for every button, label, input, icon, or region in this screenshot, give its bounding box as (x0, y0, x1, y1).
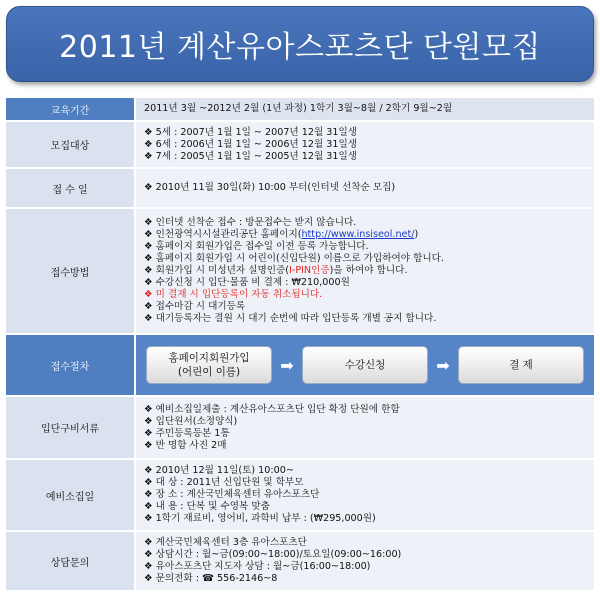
ipin-highlight: I-PIN인증 (289, 265, 330, 276)
text: ) (414, 229, 419, 240)
info-table (6, 96, 594, 592)
period-text: 2011년 3월 ~2012년 2월 (1년 과정) 1학기 3월~8월 / 2학기 9월~2월 (144, 103, 453, 114)
row-label: 모집대상 (6, 122, 136, 167)
row-value (136, 209, 594, 333)
row-value (136, 122, 594, 167)
row-value (136, 532, 594, 590)
list-item: ❖ 2010년 12월 11일(토) 10:00~ (144, 465, 294, 476)
text: ❖ 회원가입 시 미성년자 실명인증( (144, 265, 290, 276)
list-item: ❖ 대기등록자는 결원 시 대기 순번에 따라 입단등록 개별 공지 합니다. (144, 313, 437, 324)
list-item: ❖ 접수마감 시 대기등록 (144, 301, 246, 312)
step-payment (458, 346, 584, 384)
list-item: ❖ 홈페이지 회원가입 시 어린이(신입단원) 이름으로 가입하여야 합니다. (144, 253, 444, 264)
list-item: ❖ 입단원서(소정양식) (144, 415, 238, 427)
row-label: 교육기간 (6, 98, 136, 120)
homepage-link[interactable]: http://www.insiseol.net/ (301, 229, 415, 240)
row-value (136, 98, 594, 120)
list-item: ❖ 문의전화 : ☎ 556-2146~8 (144, 573, 278, 584)
arrow-right-icon: ➡ (280, 355, 294, 375)
step-label: 홈페이지회원가입 (168, 352, 250, 364)
row-procedure (6, 335, 594, 397)
list-item: ❖ 예비소집일제출 : 계산유아스포츠단 입단 확정 단원에 한함 (144, 403, 400, 415)
text: )을 하여야 합니다. (329, 265, 408, 276)
procedure-steps (136, 335, 594, 395)
row-value (136, 397, 594, 458)
list-item: ❖ 1학기 재료비, 영어비, 과학비 납부 : (₩295,000원) (144, 513, 376, 524)
title-banner (6, 6, 594, 82)
row-reception-date (6, 169, 594, 209)
list-item: ❖ 수강신청 시 입단·물품 비 결제 : ₩210,000원 (144, 277, 350, 288)
step-enroll (302, 346, 428, 384)
list-item: ❖ 유아스포츠단 지도자 상담 : 월~금(16:00~18:00) (144, 561, 371, 572)
row-target (6, 122, 594, 169)
row-label: 입단구비서류 (6, 397, 136, 458)
row-contact (6, 532, 594, 592)
list-item: ❖ 장 소 : 계산국민체육센터 유아스포츠단 (144, 489, 320, 500)
list-item: ❖ 주민등록등본 1통 (144, 427, 230, 439)
step-signup (146, 346, 272, 384)
row-label: 접 수 일 (6, 169, 136, 207)
arrow-right-icon: ➡ (436, 355, 450, 375)
reception-date-text: ❖ 2010년 11월 30일(화) 10:00 부터(인터넷 선착순 모집) (144, 182, 396, 193)
list-item: ❖ 내 용 : 단복 및 수영복 맞춤 (144, 501, 270, 512)
list-item: ❖ 반 명함 사진 2매 (144, 439, 227, 451)
list-item (144, 265, 586, 277)
row-orientation (6, 460, 594, 532)
warning-item: ❖ 미 결재 시 입단등록이 자동 취소됩니다. (144, 289, 323, 300)
text: ❖ 인천광역시시설관리공단 홈페이지( (144, 229, 302, 240)
step-sublabel: (어린이 이름) (177, 366, 241, 378)
list-item: ❖ 계산국민체육센터 3층 유아스포츠단 (144, 537, 307, 548)
row-method (6, 209, 594, 335)
row-label: 접수방법 (6, 209, 136, 333)
step-label: 수강신청 (344, 359, 386, 371)
list-item: ❖ 7세 : 2005년 1월 1일 ~ 2005년 12월 31일생 (144, 150, 358, 162)
list-item: ❖ 홈페이지 회원가입은 접수일 이전 등록 가능합니다. (144, 241, 369, 252)
row-label: 접수절차 (6, 335, 136, 395)
row-documents (6, 397, 594, 460)
row-label: 예비소집일 (6, 460, 136, 530)
row-value (136, 460, 594, 530)
list-item: ❖ 6세 : 2006년 1월 1일 ~ 2006년 12월 31일생 (144, 138, 358, 150)
page-title: 2011년 계산유아스포츠단 단원모집 (59, 30, 541, 65)
list-item: ❖ 인터넷 선착순 접수 : 방문접수는 받지 않습니다. (144, 217, 357, 228)
row-period (6, 98, 594, 122)
step-label: 결 제 (509, 359, 533, 371)
row-label: 상담문의 (6, 532, 136, 590)
list-item: ❖ 5세 : 2007년 1월 1일 ~ 2007년 12월 31일생 (144, 126, 358, 138)
list-item (144, 229, 586, 241)
list-item: ❖ 상담시간 : 월~금(09:00~18:00)/토요일(09:00~16:00) (144, 549, 402, 560)
list-item: ❖ 대 상 : 2011년 신입단원 및 학부모 (144, 477, 304, 488)
row-value (136, 169, 594, 207)
